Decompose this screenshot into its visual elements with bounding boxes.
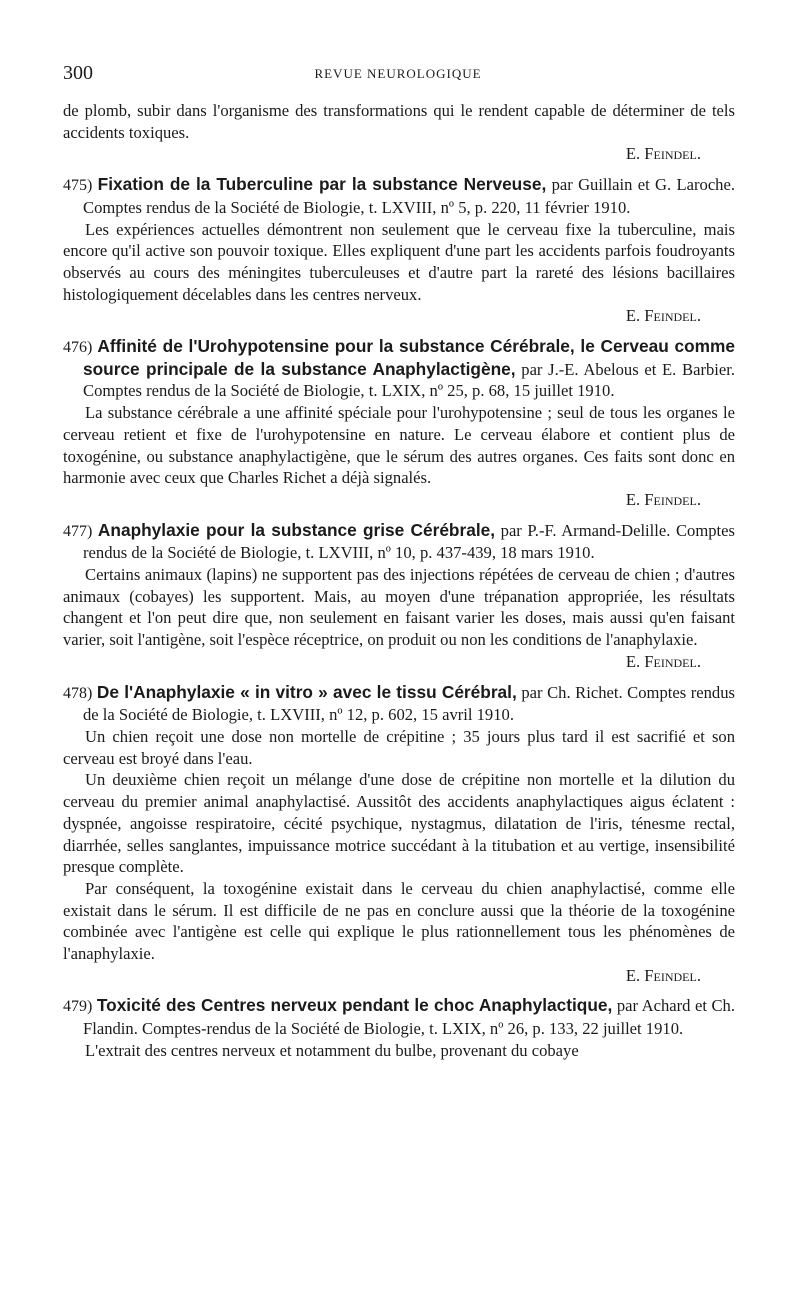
page-content bbox=[63, 100, 735, 1062]
entry-title: De l'Anaphylaxie « in vitro » avec le tissu Cérébral, bbox=[96, 681, 517, 702]
running-title: REVUE NEUROLOGIQUE bbox=[314, 66, 482, 81]
intro-text: de plomb, subir dans l'organisme des transformations qui le rendent capable de déterminer de tels accidents toxiques. bbox=[63, 101, 735, 142]
entry-number: 478) bbox=[63, 684, 93, 702]
entry-number: 477) bbox=[63, 522, 93, 540]
entry-number: 475) bbox=[63, 177, 93, 195]
entry-paragraph: La substance cérébrale a une affinité spéciale pour l'urohypotensine ; seul de tous les organes le cerveau retient et fixe de l'urohypotensine en nature. Le cerveau élabore et contient plus de toxogénine, ou substance anaphylactigène, que le sérum des autres organes. Ces faits sont donc en harmonie avec ceux que Charles Richet a déjà signalés. bbox=[63, 403, 735, 488]
entry-heading bbox=[63, 682, 735, 726]
entry-citation: par Ch. Richet. Comptes rendus de la Société de Biologie, t. LXVIII, nº 12, p. 602, 15 avril 1910. bbox=[83, 682, 735, 725]
entry-number: 476) bbox=[63, 339, 93, 357]
signature: E. Feindel. bbox=[625, 965, 701, 985]
entry-paragraph: L'extrait des centres nerveux et notamment du bulbe, provenant du cobaye bbox=[85, 1040, 579, 1060]
entry-title: Affinité de l'Urohypotensine pour la substance Cérébrale, le Cerveau comme source principale de la substance Anaphylactigène, bbox=[83, 336, 735, 379]
entry-citation: par J.-E. Abelous et E. Barbier. Comptes rendus de la Société de Biologie, t. LXIX, nº 25, p. 68, 15 juillet 1910. bbox=[83, 359, 735, 401]
entry-paragraph: Un deuxième chien reçoit un mélange d'une dose de crépitine non mortelle et la dilution du cerveau du premier animal anaphylactisé. Aussitôt des accidents anaphylactiques aigus éclatent : dyspnée, angoisse respiratoire, cécité psychique, nystagmus, dilatation de l'iris, ténesme rectal, diarrhée, selles sanglantes, impuissance motrice succédant à la titubation et au vertige, insensibilité presque complète. bbox=[63, 770, 735, 877]
entry-paragraph: Certains animaux (lapins) ne supportent pas des injections répétées de cerveau de chien ; d'autres animaux (cobayes) les supportent. Mais, au moyen d'une trépanation appropriée, les résultats changent et l'on peut dire que, non seulement en faisant varier les doses, mais aussi qu'en faisant varier, soit l'antigène, soit l'espèce réceptrice, on produit ou non les conditions de l'anaphylaxie. bbox=[63, 565, 735, 650]
abstract-entry bbox=[63, 174, 735, 327]
entry-title: Fixation de la Tuberculine par la substance Nerveuse, bbox=[97, 174, 547, 195]
entry-heading bbox=[63, 174, 735, 218]
entry-citation: par Achard et Ch. Flandin. Comptes-rendus de la Société de Biologie, t. LXIX, nº 26, p. 133, 22 juillet 1910. bbox=[83, 996, 735, 1039]
entry-number: 479) bbox=[63, 998, 93, 1016]
entry-citation: par P.-F. Armand-Delille. Comptes rendus de la Société de Biologie, t. LXVIII, nº 10, p. 437-439, 18 mars 1910. bbox=[83, 520, 735, 563]
entry-paragraph: Un chien reçoit une dose non mortelle de crépitine ; 35 jours plus tard il est sacrifié et son cerveau est broyé dans l'eau. bbox=[63, 726, 735, 768]
entry-heading bbox=[63, 520, 735, 564]
entry-heading bbox=[63, 336, 735, 402]
entry-title: Anaphylaxie pour la substance grise Cérébrale, bbox=[97, 519, 496, 540]
abstract-entry bbox=[63, 520, 735, 673]
signature: E. Feindel. bbox=[625, 306, 701, 326]
signature: E. Feindel. bbox=[625, 651, 701, 671]
page-header bbox=[63, 62, 733, 86]
abstract-entry bbox=[63, 995, 735, 1061]
page-number: 300 bbox=[63, 62, 93, 84]
abstract-entry bbox=[63, 336, 735, 511]
entry-paragraph: Les expériences actuelles démontrent non seulement que le cerveau fixe la tuberculine, mais encore qu'il active son pouvoir toxique. Elles expliquent d'une part les accidents parfois foudroyants observés au cours des méningites tuberculeuses et d'autre part la rareté des lésions bacillaires histologiquement décelables dans les centres nerveux. bbox=[63, 219, 735, 304]
abstract-entries bbox=[63, 174, 735, 1061]
signature: E. Feindel. bbox=[625, 489, 701, 509]
entry-title: Toxicité des Centres nerveux pendant le choc Anaphylactique, bbox=[96, 995, 613, 1016]
entry-heading bbox=[63, 995, 735, 1039]
abstract-entry bbox=[63, 682, 735, 987]
signature: E. Feindel. bbox=[625, 144, 701, 164]
entry-citation: par Guillain et G. Laroche. Comptes rendus de la Société de Biologie, t. LXVIII, nº 5, p. 220, 11 février 1910. bbox=[83, 175, 735, 217]
entry-paragraph: Par conséquent, la toxogénine existait dans le cerveau du chien anaphylactisé, comme elle existait dans le sérum. Il est difficile de ne pas en conclure aussi que la théorie de la toxogénine combinée avec l'antigène est celle qui explique le plus rationnellement tous les phénomènes de l'anaphylaxie. bbox=[63, 878, 735, 964]
